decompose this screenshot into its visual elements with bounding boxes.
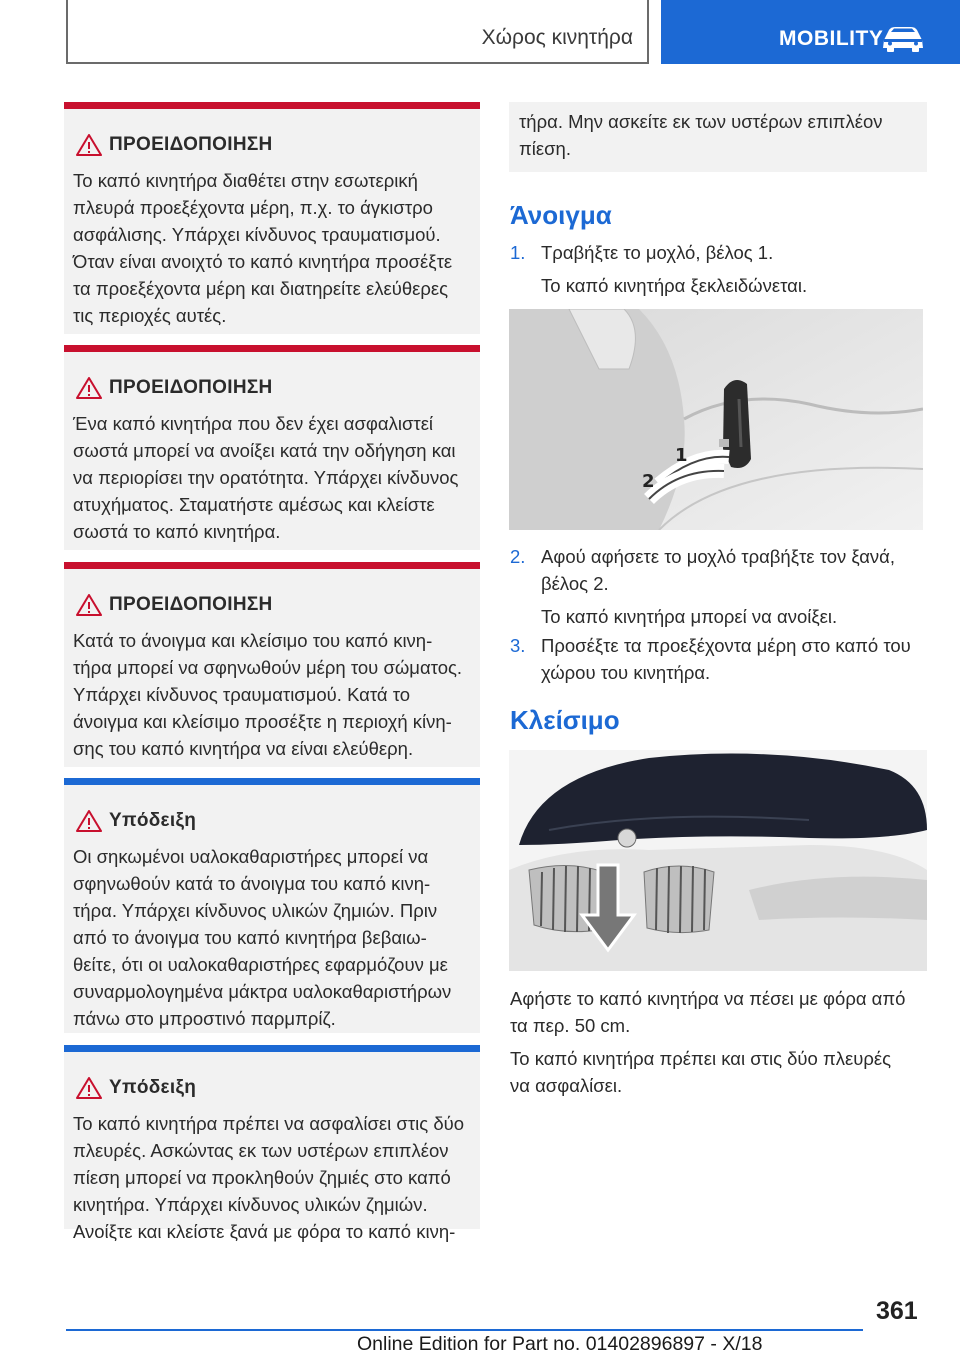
warning-box-3	[64, 562, 480, 767]
text-line: τήρα μπορεί να σφηνωθούν μέρη του σώματος.	[73, 657, 463, 678]
text-line: Το καπό κινητήρα πρέπει να ασφαλίσει στις δύο	[73, 1113, 465, 1134]
step-text: Αφού αφήσετε το μοχλό τραβήξτε τον ξανά, βέλος 2.	[541, 546, 895, 594]
step-3	[510, 632, 928, 686]
text-line: συναρμολογημένα μάκτρα υαλοκαθαριστήρων	[73, 981, 452, 1002]
warning-bar	[64, 102, 480, 109]
warning-triangle-icon	[76, 376, 102, 400]
warning-box-1	[64, 102, 480, 334]
step-result: Το καπό κινητήρα μπορεί να ανοίξει.	[541, 606, 838, 627]
text-line: να περιορίσει την ορατότητα. Υπάρχει κίνδυνος	[73, 467, 459, 488]
text-line: πάνω στο μπροστινό παρμπρίζ.	[73, 1008, 336, 1029]
text-line: κινητήρα. Υπάρχει κίνδυνος υλικών ζημιών.	[73, 1194, 428, 1215]
hood-release-lever-figure	[509, 309, 923, 530]
step-number: 1.	[510, 242, 526, 263]
notice-bar	[64, 778, 480, 785]
text-line: τα προεξέχοντα μέρη και διατηρείτε ελεύθερες	[73, 278, 449, 299]
text-line: θείτε, ότι οι υαλοκαθαριστήρες εφαρμόζουν με	[73, 954, 448, 975]
warning-triangle-icon	[76, 593, 102, 617]
text-line: ασφάλισης. Υπάρχει κίνδυνος τραυματισμού.	[73, 224, 441, 245]
continued-note	[509, 102, 927, 172]
text-line: Όταν είναι ανοιχτό το καπό κινητήρα προσέξτε	[73, 251, 453, 272]
step-text: Τραβήξτε το μοχλό, βέλος 1.	[541, 242, 774, 263]
arrow-label-1: 1	[675, 445, 688, 466]
step-2	[510, 543, 928, 630]
text-line: σης του καπό κινητήρα να είναι ελεύθερη.	[73, 738, 414, 759]
page-number: 361	[876, 1297, 918, 1325]
text-line: τήρα. Υπάρχει κίνδυνος υλικών ζημιών. Πριν	[73, 900, 438, 921]
box-title: ΠΡΟΕΙΔΟΠΟΙΗΣΗ	[109, 594, 273, 615]
arrow-label-2: 2	[642, 471, 655, 492]
text-line: από το άνοιγμα του καπό κινητήρα βεβαιω‐	[73, 927, 427, 948]
header-section-tab	[66, 0, 649, 64]
warning-triangle-icon	[76, 809, 102, 833]
footer-rule	[66, 1329, 863, 1331]
step-1	[510, 239, 928, 299]
text-line: τις περιοχές αυτές.	[73, 305, 227, 326]
text-line: σωστά μπορεί να ανοίξει κατά την οδήγηση και	[73, 440, 456, 461]
warning-bar	[64, 345, 480, 352]
section-title: Χώρος κινητήρα	[481, 26, 633, 49]
step-text: Προσέξτε τα προεξέχοντα μέρη στο καπό του χώρου του κινητήρα.	[541, 635, 911, 683]
text-line: σφηνωθούν κατά το άνοιγμα του καπό κινη‐	[73, 873, 431, 894]
heading-opening: Άνοιγμα	[510, 200, 612, 230]
warning-triangle-icon	[76, 1076, 102, 1100]
text-line: σωστά το καπό κινητήρα.	[73, 521, 281, 542]
box-text	[64, 627, 480, 762]
box-title: ΠΡΟΕΙΔΟΠΟΙΗΣΗ	[109, 134, 273, 155]
closing-hood-figure	[509, 750, 927, 971]
warning-triangle-icon	[76, 133, 102, 157]
mobility-label: MOBILITY	[779, 27, 884, 50]
warning-bar	[64, 562, 480, 569]
text-line: ατυχήματος. Σταματήστε αμέσως και κλείστε	[73, 494, 435, 515]
box-text	[64, 843, 480, 1032]
text-line: Ένα καπό κινητήρα που δεν έχει ασφαλιστεί	[73, 413, 434, 434]
heading-closing: Κλείσιμο	[510, 705, 620, 735]
box-text	[64, 167, 480, 329]
text-line: πίεση μπορεί να προκληθούν ζημιές στο καπό	[73, 1167, 451, 1188]
step-number: 2.	[510, 546, 526, 567]
warning-box-2	[64, 345, 480, 550]
text-line: Οι σηκωμένοι υαλοκαθαριστήρες μπορεί να	[73, 846, 429, 867]
closing-paragraph-2: Το καπό κινητήρα πρέπει και στις δύο πλευρές να ασφαλίσει.	[510, 1048, 892, 1096]
notice-box-1	[64, 778, 480, 1033]
text-line: άνοιγμα και κλείσιμο προσέξτε η περιοχή κίνη‐	[73, 711, 452, 732]
step-result: Το καπό κινητήρα ξεκλειδώνεται.	[541, 275, 808, 296]
footer-edition: Online Edition for Part no. 01402896897 - X/18	[357, 1333, 763, 1355]
text-line: Κατά το άνοιγμα και κλείσιμο του καπό κινη‐	[73, 630, 433, 651]
notice-box-2	[64, 1045, 480, 1242]
text-line: πλευρές. Ασκώντας εκ των υστέρων επιπλέον	[73, 1140, 449, 1161]
closing-paragraph-1: Αφήστε το καπό κινητήρα να πέσει με φόρα από τα περ. 50 cm.	[510, 988, 906, 1036]
box-text	[64, 410, 480, 545]
text-line: πλευρά προεξέχοντα μέρη, π.χ. το άγκιστρο	[73, 197, 433, 218]
step-number: 3.	[510, 635, 526, 656]
text-line: Το καπό κινητήρα διαθέτει στην εσωτερική	[73, 170, 418, 191]
notice-bar	[64, 1045, 480, 1052]
box-title: ΠΡΟΕΙΔΟΠΟΙΗΣΗ	[109, 377, 273, 398]
box-title: Υπόδειξη	[109, 810, 197, 831]
text-line: τήρα. Μην ασκείτε εκ των υστέρων επιπλέον	[519, 111, 883, 132]
text-line: Υπάρχει κίνδυνος τραυματισμού. Κατά το	[73, 684, 411, 705]
text-line: Ανοίξτε και κλείστε ξανά με φόρα το καπό κινη‐	[73, 1221, 456, 1242]
text-line: πίεση.	[519, 138, 571, 159]
car-icon	[880, 24, 926, 54]
box-title: Υπόδειξη	[109, 1077, 197, 1098]
box-text	[64, 1110, 480, 1245]
